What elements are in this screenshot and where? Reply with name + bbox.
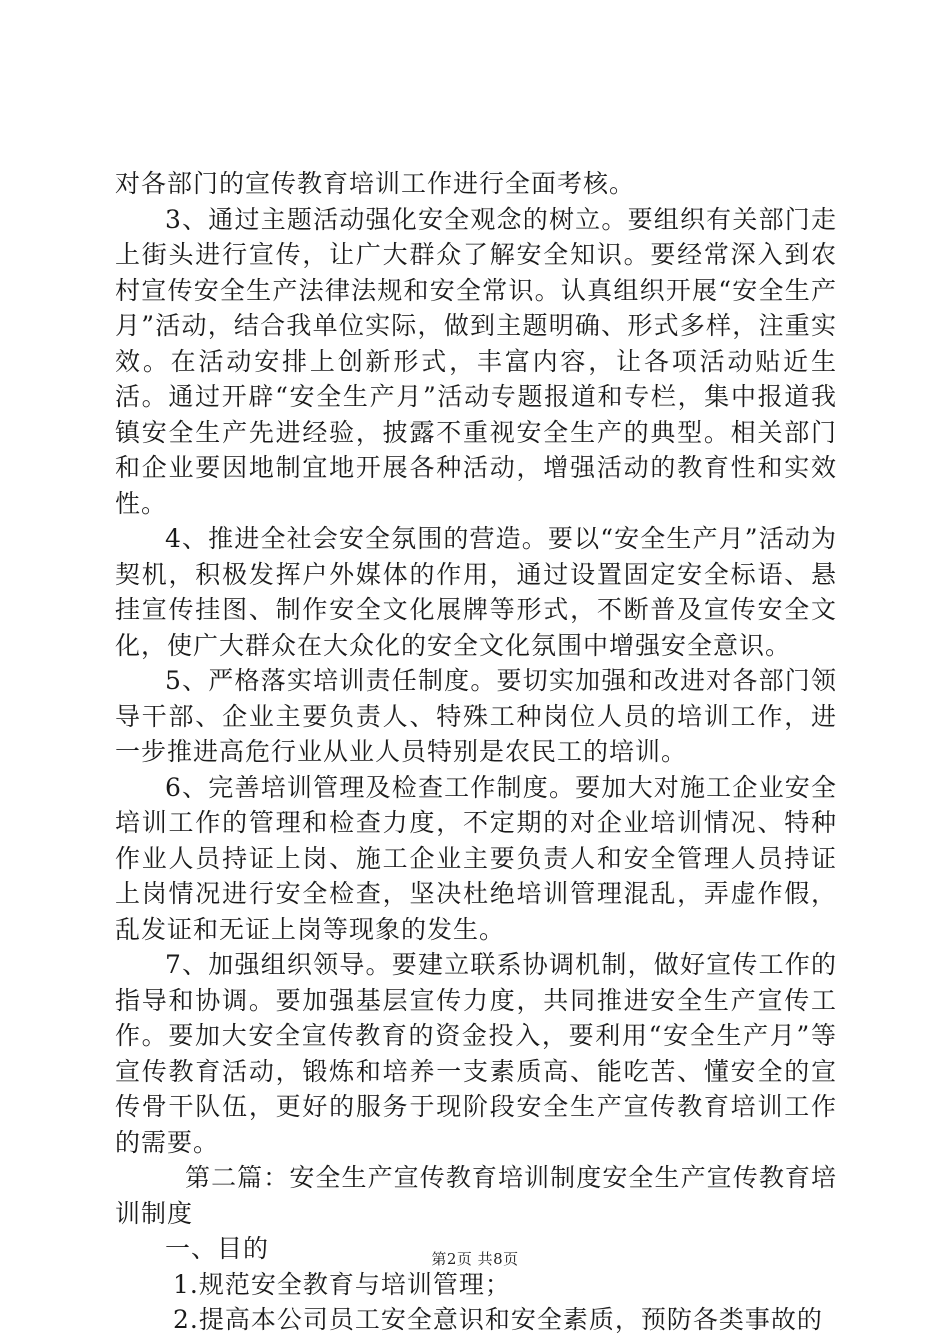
list-item-1: 1.规范安全教育与培训管理； bbox=[173, 1269, 511, 1299]
paragraph-item-4: 4、推进全社会安全氛围的营造。要以“安全生产月”活动为契机，积极发挥户外媒体的作用，通过设置固定安全标语、悬挂宣传挂图、制作安全文化展牌等形式，不断普及宣传安全文化，使广大群众在大众化的安全文化氛围中增强安全意识。 bbox=[115, 524, 837, 660]
paragraph-item-5: 5、严格落实培训责任制度。要切实加强和改进对各部门领导干部、企业主要负责人、特殊工种岗位人员的培训工作，进一步推进高危行业从业人员特别是农民工的培训。 bbox=[115, 666, 837, 766]
list-item-2: 2.提高本公司员工安全意识和安全素质，预防各类事故的 bbox=[173, 1305, 823, 1334]
document-body bbox=[115, 166, 837, 1338]
subsection-heading: 一、目的 bbox=[165, 1234, 270, 1263]
section-heading: 第二篇：安全生产宣传教育培训制度安全生产宣传教育培训制度 bbox=[115, 1163, 837, 1228]
paragraph-item-3: 3、通过主题活动强化安全观念的树立。要组织有关部门走上街头进行宣传，让广大群众了解安全知识。要经常深入到农村宣传安全生产法律法规和安全常识。认真组织开展“安全生产月”活动，结合我单位实际，做到主题明确、形式多样，注重实效。在活动安排上创新形式，丰富内容，让各项活动贴近生活。通过开辟“安全生产月”活动专题报道和专栏，集中报道我镇安全生产先进经验，披露不重视安全生产的典型。相关部门和企业要因地制宜地开展各种活动，增强活动的教育性和实效性。 bbox=[115, 204, 837, 518]
paragraph-item-6: 6、完善培训管理及检查工作制度。要加大对施工企业安全培训工作的管理和检查力度，不定期的对企业培训情况、特种作业人员持证上岗、施工企业主要负责人和安全管理人员持证上岗情况进行安全检查，坚决杜绝培训管理混乱，弄虚作假，乱发证和无证上岗等现象的发生。 bbox=[115, 772, 837, 944]
paragraph-continuation: 对各部门的宣传教育培训工作进行全面考核。 bbox=[115, 169, 636, 198]
page-number-footer: 第2页 共8页 bbox=[431, 1250, 519, 1268]
paragraph-item-7: 7、加强组织领导。要建立联系协调机制，做好宣传工作的指导和协调。要加强基层宣传力度，共同推进安全生产宣传工作。要加大安全宣传教育的资金投入，要利用“安全生产月”等宣传教育活动，锻炼和培养一支素质高、能吃苦、懂安全的宣传骨干队伍，更好的服务于现阶段安全生产宣传教育培训工作的需要。 bbox=[115, 950, 837, 1157]
